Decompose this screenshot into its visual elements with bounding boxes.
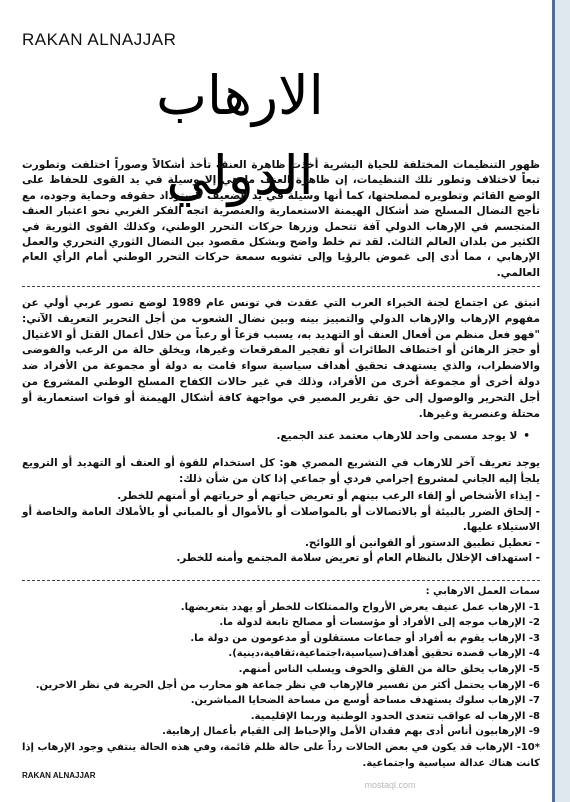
footer-author: RAKAN ALNAJJAR	[22, 771, 96, 780]
list-item: 6- الإرهاب يحتمل أكثر من تفسير فالإرهاب في نظر جماعة هو محارب من أجل الحرية في نظر الاخرين.	[35, 679, 540, 691]
list-item: - إلحاق الضرر بالبيئة أو بالاتصالات أو بالمواصلات أو بالأموال أو بالمباني أو بالأملاك العامة والخاصة أو الاستيلاء عليها.	[22, 505, 540, 533]
list-item: *10- الإرهاب قد يكون في بعض الحالات رداً على حالة ظلم قائمة، وفي هذه الحالة ينتفي وجود الإرهاب إذا كانت هناك عدالة سياسية واجتماعية.	[22, 741, 540, 769]
list-item: - إيذاء الأشخاص أو إلقاء الرعب بينهم أو تعريض حياتهم أو حرياتهم أو أمنهم للخطر.	[117, 490, 540, 502]
features-section	[22, 584, 540, 771]
list-item: 8- الإرهاب له عواقب تتعدى الحدود الوطنية وربما الإقليمية.	[250, 710, 540, 722]
bullet-point	[276, 430, 530, 442]
author-name: RAKAN ALNAJJAR	[22, 30, 177, 49]
list-item: 9- الإرهابيون أناس أدى بهم فقدان الأمل والإحباط إلى القيام بأعمال إرهابية.	[162, 726, 540, 738]
watermark: mostaql.com	[364, 780, 416, 790]
list-item: 7- الإرهاب سلوك يستهدف مساحة أوسع من مساحة الضحايا المباشرين.	[190, 695, 540, 707]
definition-paragraph: انبثق عن اجتماع لجنة الخبراء العرب التي عقدت في تونس عام 1989 لوضع تصور عربي أولي عن مفهوم الإرهاب والإرهاب الدولي والتمييز بينه وبين نضال الشعوب من أجل التحرير التعريف الآتي: "فهو فعل منظم من أفعال العنف أو التهديد به، يسبب فزعاً أو رعباً من خلال أعمال القتل أو الاغتيال أو حجز الرهائن أو اختطاف الطائرات أو تفجير المفرقعات وغيرها، ويخلق حالة من الرعب والفوضى والاضطراب، والذي يستهدف تحقيق أهداف سياسية سواء قامت به دولة أو مجموعة من الأفراد ضد دولة أخرى أو مجموعة أخرى من الأفراد، وذلك في غير حالات الكفاح المسلح الوطني المشروع من أجل التحرير والوصول إلى حق تقرير المصير في مواجهة كافة أشكال الهيمنة أو قوات استعمارية أو محتلة وعنصرية وغيرها.	[22, 297, 540, 420]
list-item: 1- الإرهاب عمل عنيف يعرض الأرواح والممتلكات للخطر أو يهدد بتعريضها.	[180, 601, 540, 613]
section-divider-bottom	[22, 580, 540, 581]
egypt-definition-list	[22, 489, 540, 567]
list-item: 2- الإرهاب موجه إلى الأفراد أو مؤسسات أو مصالح تابعة لدولة ما.	[219, 617, 540, 629]
list-item: 3- الإرهاب يقوم به أفراد أو جماعات مستقلون أو مدعومون من دولة ما.	[190, 632, 540, 644]
features-list	[22, 600, 540, 772]
egypt-definition	[22, 456, 540, 567]
bullet-point-text: لا يوجد مسمى واحد للارهاب معتمد عند الجميع.	[276, 430, 518, 442]
list-item: - تعطيل تطبيق الدستور أو القوانين أو اللوائح.	[304, 536, 540, 549]
list-item: 5- الإرهاب يخلق حالة من القلق والخوف ويسلب الناس أمنهم.	[238, 663, 540, 675]
features-heading: سمات العمل الارهابي :	[425, 586, 540, 597]
intro-paragraph: ظهور التنظيمات المختلفة للحياة البشرية أخذت ظاهرة العنف تأخذ أشكالاً وصوراً اختلفت وتطورت تبعاً لاختلاف وتطور تلك التنظيمات، إن ظاهرة العنف ما هي إلا وسيلة في يد القوى للحفاظ على الوضع القائم وتطويره لمصلحتها، كما أنها وسيلة في يد الضعيف لاسترداد حقوقه وحماية وجوده، مع تأجج النضال المسلح ضد أشكال الهيمنة الاستعمارية والعنصرية اتجه الفكر الغربي نحو اعتبار العنف المتجسم في الإرهاب الدولي آفة تتحمل وزرها حركات التحرر الوطني، وكذلك القوى الثورية في الكثير من بلدان العالم الثالث. لقد تم خلط واضح وبشكل مقصود بين النضال الثوري التحرري والعمل الإرهابي ، مما أدى إلى غموض بالرؤيا وإلى تشويه سمعة حركات التحرر الوطني أمام الرأي العام العالمي.	[22, 159, 540, 279]
page-edge-bar	[552, 0, 570, 802]
page-title: الارهاب الدولي	[156, 64, 324, 207]
list-item: - استهداف الإخلال بالنظام العام أو تعريض سلامة المجتمع وأمنه للخطر.	[176, 552, 540, 564]
section-divider-top	[22, 286, 540, 287]
egypt-definition-intro: يوجد تعريف آخر للارهاب في التشريع المصري هو: كل استخدام للقوة أو العنف أو التهديد أو الترويع يلجأ إليه الجاني لمشروع إجرامي فردي أو جماعي إذا كان من شأن ذلك:	[22, 457, 540, 485]
list-item: 4- الإرهاب قصده تحقيق أهداف(سياسية،اجتماعية،ثقافية،دينية).	[228, 648, 540, 660]
